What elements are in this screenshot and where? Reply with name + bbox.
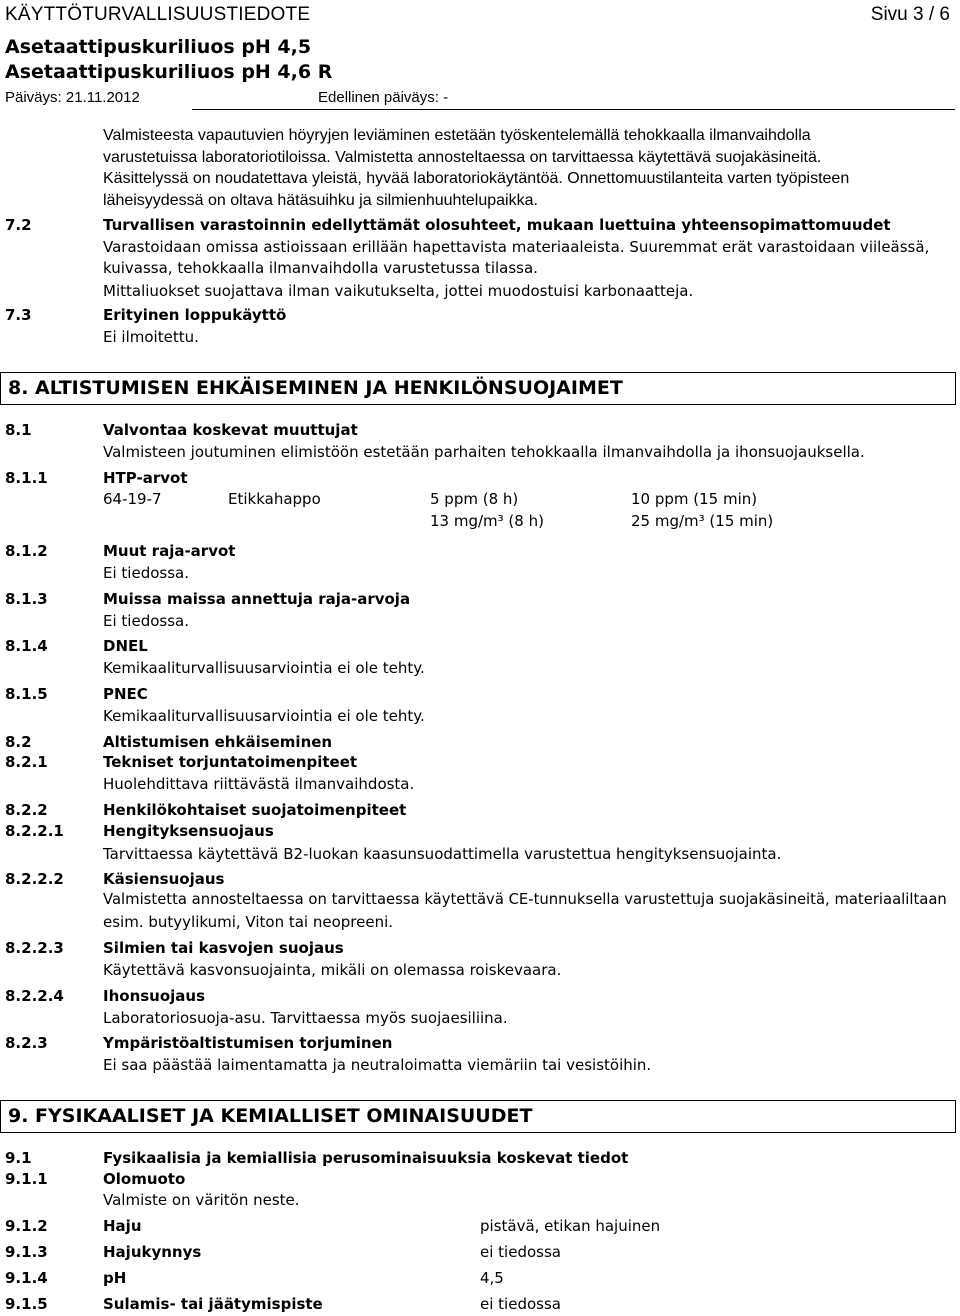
intro-line: Valmisteesta vapautuvien höyryjen leviäminen estetään työskentelemällä tehokkaalla ilmanvaihdolla [103,127,811,144]
section-8-2-2-4-number: 8.2.2.4 [5,987,64,1005]
product-name-2: Asetaattipuskuriliuos pH 4,6 R [5,61,333,83]
section-9-1-4-value: 4,5 [480,1269,504,1287]
section-8-2-2-2-title: Käsiensuojaus [103,870,225,888]
section-9-1-1-number: 9.1.1 [5,1170,48,1188]
htp-value-8h-ppm: 5 ppm (8 h) [430,490,519,508]
section-8-2-1-title: Tekniset torjuntatoimenpiteet [103,753,358,771]
section-8-2-2-number: 8.2.2 [5,801,48,819]
htp-value-15min-ppm: 10 ppm (15 min) [631,490,758,508]
previous-date: Edellinen päiväys: - [318,89,449,106]
section-9-1-2-value: pistävä, etikan hajuinen [480,1217,661,1235]
section-9-1-4-number: 9.1.4 [5,1269,48,1287]
section-8-1-1-title: HTP-arvot [103,469,188,487]
section-8-2-3-number: 8.2.3 [5,1034,48,1052]
intro-line: Käsittelyssä on noudatettava yleistä, hyvää laboratoriokäytäntöä. Onnettomuustilanteita varten työpisteen [103,170,850,187]
section-7-2-text: Varastoidaan omissa astioissaan erillään hapettavista materiaaleista. Suuremmat erät varastoidaan viileässä, kuivassa, tehokkaalla ilmanvaihdolla varustetussa tilassa. [103,238,930,277]
section-8-1-title: Valvontaa koskevat muuttujat [103,421,358,439]
section-8-2-2-4-title: Ihonsuojaus [103,987,206,1005]
htp-value-8h-mg: 13 mg/m³ (8 h) [430,512,544,530]
section-9-1-3-number: 9.1.3 [5,1243,48,1261]
section-8-1-4-title: DNEL [103,637,148,655]
section-8-1-3-title: Muissa maissa annettuja raja-arvoja [103,590,411,608]
section-8-1-4-text: Kemikaaliturvallisuusarviointia ei ole tehty. [103,659,425,677]
section-8-1-number: 8.1 [5,421,32,439]
section-8-1-5-number: 8.1.5 [5,685,48,703]
section-9-1-1-text: Valmiste on väritön neste. [103,1191,300,1209]
section-8-1-5-text: Kemikaaliturvallisuusarviointia ei ole tehty. [103,707,425,725]
section-8-2-2-2-text-1: Valmistetta annosteltaessa on tarvittaessa käytettävä CE-tunnuksella varustettuja suojakäsineitä, materiaaliltaan [103,891,947,908]
section-8-2-1-text: Huolehdittava riittävästä ilmanvaihdosta. [103,775,415,793]
section-8-1-1-number: 8.1.1 [5,469,48,487]
section-7-3-number: 7.3 [5,306,32,324]
section-8-1-3-number: 8.1.3 [5,590,48,608]
section-8-1-text: Valmisteen joutuminen elimistöön estetään parhaiten tehokkaalla ilmanvaihdolla ja ihonsuojauksella. [103,443,865,461]
section-8-title: 8. ALTISTUMISEN EHKÄISEMINEN JA HENKILÖNSUOJAIMET [8,377,623,399]
section-8-1-3-text: Ei tiedossa. [103,612,189,630]
section-9-1-3-value: ei tiedossa [480,1243,561,1261]
section-9-1-4-title: pH [103,1269,127,1287]
section-7-2-title: Turvallisen varastoinnin edellyttämät olosuhteet, mukaan luettuina yhteensopimattomuudet [103,216,891,234]
section-8-2-2-title: Henkilökohtaiset suojatoimenpiteet [103,801,407,819]
product-name-1: Asetaattipuskuriliuos pH 4,5 [5,36,312,58]
header-divider [192,109,955,110]
section-7-2-number: 7.2 [5,216,32,234]
section-8-2-2-1-text: Tarvittaessa käytettävä B2-luokan kaasunsuodattimella varustettua hengityksensuojainta. [103,845,782,863]
section-8-2-1-number: 8.2.1 [5,753,48,771]
document-date: Päiväys: 21.11.2012 [5,89,140,106]
section-7-3-text: Ei ilmoitettu. [103,328,199,346]
section-9-1-5-number: 9.1.5 [5,1295,48,1313]
section-8-1-2-number: 8.1.2 [5,542,48,560]
page-number: Sivu 3 / 6 [870,4,950,25]
section-8-2-2-1-title: Hengityksensuojaus [103,822,274,840]
intro-line: läheisyydessä on oltava hätäsuihku ja silmienhuuhtelupaikka. [103,191,538,209]
section-9-1-title: Fysikaalisia ja kemiallisia perusominaisuuksia koskevat tiedot [103,1149,629,1167]
section-9-1-2-number: 9.1.2 [5,1217,48,1235]
section-8-2-2-2-number: 8.2.2.2 [5,870,64,888]
section-8-2-number: 8.2 [5,733,32,751]
section-8-1-2-title: Muut raja-arvot [103,542,236,560]
section-8-1-5-title: PNEC [103,685,148,703]
htp-value-15min-mg: 25 mg/m³ (15 min) [631,512,774,530]
section-9-1-1-title: Olomuoto [103,1170,186,1188]
section-9-1-2-title: Haju [103,1217,142,1235]
section-8-2-title: Altistumisen ehkäiseminen [103,733,333,751]
section-8-2-3-title: Ympäristöaltistumisen torjuminen [103,1034,393,1052]
section-7-3-title: Erityinen loppukäyttö [103,306,287,324]
section-9-1-number: 9.1 [5,1149,32,1167]
section-9-1-5-value: ei tiedossa [480,1295,561,1313]
section-8-2-2-3-title: Silmien tai kasvojen suojaus [103,939,344,957]
section-9-title: 9. FYSIKAALISET JA KEMIALLISET OMINAISUUDET [8,1105,533,1127]
document-type-title: KÄYTTÖTURVALLISUUSTIEDOTE [5,4,311,25]
section-8-2-2-2-text-2: esim. butyylikumi, Viton tai neopreeni. [103,913,394,931]
intro-line: varustetuissa laboratoriotiloissa. Valmistetta annosteltaessa on tarvittaessa käytettävä suojakäsineitä. [103,148,822,166]
section-9-1-3-title: Hajukynnys [103,1243,202,1261]
section-8-2-2-1-number: 8.2.2.1 [5,822,64,840]
section-8-2-3-text: Ei saa päästää laimentamatta ja neutraloimatta viemäriin tai vesistöihin. [103,1056,652,1074]
section-8-1-4-number: 8.1.4 [5,637,48,655]
section-8-1-2-text: Ei tiedossa. [103,564,189,582]
section-8-2-2-3-number: 8.2.2.3 [5,939,64,957]
htp-substance-name: Etikkahappo [228,490,321,508]
section-8-2-2-4-text: Laboratoriosuoja-asu. Tarvittaessa myös suojaesiliina. [103,1009,508,1027]
section-8-2-2-3-text: Käytettävä kasvonsuojainta, mikäli on olemassa roiskevaara. [103,961,562,979]
section7-intro [103,125,849,211]
section-9-1-5-title: Sulamis- tai jäätymispiste [103,1295,323,1313]
section-7-2-text-2: Mittaliuokset suojattava ilman vaikutukselta, jottei muodostuisi karbonaatteja. [103,282,694,300]
htp-cas-number: 64-19-7 [103,490,162,508]
